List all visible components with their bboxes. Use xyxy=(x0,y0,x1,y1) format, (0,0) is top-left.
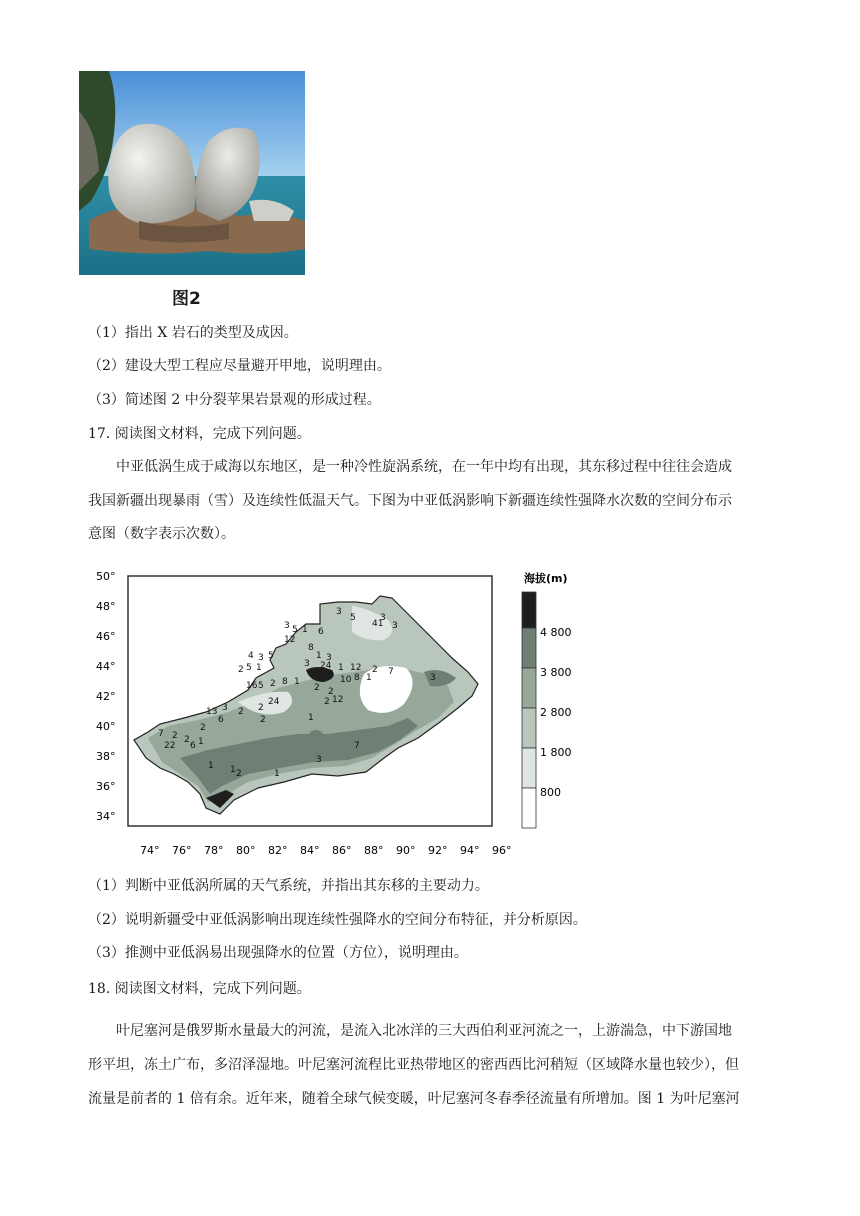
y-label: 46° xyxy=(96,630,116,643)
y-label: 44° xyxy=(96,660,116,673)
frequency-number: 2 xyxy=(372,665,378,675)
frequency-number: 3 xyxy=(430,673,436,683)
legend-level: 2 800 xyxy=(540,706,572,719)
y-label: 48° xyxy=(96,600,116,613)
legend-level: 1 800 xyxy=(540,746,572,759)
frequency-number: 12 xyxy=(350,663,362,673)
x-label: 90° xyxy=(396,844,416,857)
frequency-number: 8 xyxy=(282,677,288,687)
frequency-number: 41 xyxy=(372,619,384,629)
x-label: 76° xyxy=(172,844,192,857)
x-label: 80° xyxy=(236,844,256,857)
x-label: 96° xyxy=(492,844,512,857)
frequency-number: 2 xyxy=(172,731,178,741)
q18-paragraph-line-3: 流量是前者的 1 倍有余。近年来，随着全球气候变暖，叶尼塞河冬春季径流量有所增加。图 1 为叶尼塞河 xyxy=(88,1091,740,1107)
x-label: 82° xyxy=(268,844,288,857)
q17-paragraph-line-1: 中亚低涡生成于咸海以东地区，是一种冷性旋涡系统，在一年中均有出现，其东移过程中往往会造成 xyxy=(116,459,732,475)
frequency-number: 1 xyxy=(338,663,344,673)
frequency-number: 1 xyxy=(208,761,214,771)
frequency-number: 3 xyxy=(392,621,398,631)
frequency-number: 3 xyxy=(304,659,310,669)
frequency-number: 24 xyxy=(268,697,280,707)
frequency-number: 2 xyxy=(328,687,334,697)
y-axis-labels xyxy=(96,570,116,823)
legend-swatch xyxy=(522,708,536,748)
frequency-number: 2 xyxy=(314,683,320,693)
frequency-number: 2 xyxy=(260,715,266,725)
q17-item-2: （2）说明新疆受中亚低涡影响出现连续性强降水的空间分布特征，并分析原因。 xyxy=(88,912,587,928)
q17-item-3: （3）推测中亚低涡易出现强降水的位置（方位），说明理由。 xyxy=(88,945,468,961)
split-apple-rock-photo xyxy=(79,71,305,275)
frequency-number: 1 xyxy=(256,663,262,673)
x-label: 74° xyxy=(140,844,160,857)
frequency-number: 1 xyxy=(316,651,322,661)
elevation-legend xyxy=(522,571,572,828)
frequency-number: 2 xyxy=(184,735,190,745)
y-label: 50° xyxy=(96,570,116,583)
frequency-number: 3 xyxy=(380,613,386,623)
frequency-number: 10 xyxy=(340,675,352,685)
frequency-number: 6 xyxy=(218,715,224,725)
q16-item-2: （2）建设大型工程应尽量避开甲地，说明理由。 xyxy=(88,358,391,374)
figure-2-caption: 图2 xyxy=(172,289,201,309)
legend-swatch xyxy=(522,788,536,828)
frequency-number: 1 xyxy=(230,765,236,775)
frequency-number: 2 xyxy=(200,723,206,733)
legend-level: 3 800 xyxy=(540,666,572,679)
frequency-number: 1 xyxy=(294,677,300,687)
x-label: 94° xyxy=(460,844,480,857)
frequency-number: 13 xyxy=(206,707,218,717)
frequency-number: 2 xyxy=(236,769,242,779)
frequency-number: 1 xyxy=(308,713,314,723)
x-axis-labels xyxy=(140,844,512,857)
frequency-number: 8 xyxy=(308,643,314,653)
frequency-number: 2 xyxy=(258,703,264,713)
frequency-number: 22 xyxy=(164,741,176,751)
frequency-number: 2 xyxy=(270,679,276,689)
y-label: 34° xyxy=(96,810,116,823)
q17-item-1: （1）判断中亚低涡所属的天气系统，并指出其东移的主要动力。 xyxy=(88,878,489,894)
frequency-number: 24 xyxy=(320,661,332,671)
q18-paragraph-line-1: 叶尼塞河是俄罗斯水量最大的河流，是流入北冰洋的三大西伯利亚河流之一，上游湍急，中下游国地 xyxy=(116,1023,732,1039)
frequency-number: 5 xyxy=(246,663,252,673)
frequency-number: 12 xyxy=(332,695,344,705)
frequency-number: 2 xyxy=(238,707,244,717)
y-label: 38° xyxy=(96,750,116,763)
frequency-number: 3 xyxy=(326,653,332,663)
legend-level: 800 xyxy=(540,786,561,799)
frequency-number: 7 xyxy=(158,729,164,739)
legend-level: 4 800 xyxy=(540,626,572,639)
x-label: 88° xyxy=(364,844,384,857)
frequency-number: 2 xyxy=(238,665,244,675)
q16-item-3: （3）简述图 2 中分裂苹果岩景观的形成过程。 xyxy=(88,392,381,408)
frequency-number: 7 xyxy=(354,741,360,751)
x-label: 78° xyxy=(204,844,224,857)
x-label: 84° xyxy=(300,844,320,857)
frequency-number: 3 xyxy=(336,607,342,617)
q18-paragraph-line-2: 形平坦，冻土广布，多沼泽湿地。叶尼塞河流程比亚热带地区的密西西比河稍短（区域降水量也较少），但 xyxy=(88,1057,739,1073)
frequency-number: 1 xyxy=(274,769,280,779)
frequency-number: 2 xyxy=(324,697,330,707)
legend-swatch xyxy=(522,628,536,668)
frequency-number: 5 xyxy=(292,625,298,635)
frequency-number: 5 xyxy=(258,681,264,691)
frequency-number: 16 xyxy=(246,681,258,691)
y-label: 36° xyxy=(96,780,116,793)
frequency-number: 8 xyxy=(354,673,360,683)
legend-swatch xyxy=(522,668,536,708)
frequency-number: 6 xyxy=(190,741,196,751)
frequency-number: 12 xyxy=(284,635,296,645)
frequency-number: 4 xyxy=(248,651,254,661)
frequency-number: 1 xyxy=(302,625,308,635)
frequency-number: 7 xyxy=(388,667,394,677)
q17-paragraph-line-2: 我国新疆出现暴雨（雪）及连续性低温天气。下图为中亚低涡影响下新疆连续性强降水次数的空间分布示 xyxy=(88,493,732,509)
frequency-number: 3 xyxy=(316,755,322,765)
q18-title: 18. 阅读图文材料，完成下列问题。 xyxy=(88,981,311,997)
frequency-number: 3 xyxy=(222,703,228,713)
frequency-number: 3 xyxy=(284,621,290,631)
y-label: 40° xyxy=(96,720,116,733)
legend-swatch xyxy=(522,748,536,788)
q17-paragraph-line-3: 意图（数字表示次数）。 xyxy=(88,526,235,542)
frequency-number: 3 xyxy=(258,653,264,663)
frequency-number: 5 xyxy=(268,651,274,661)
x-label: 86° xyxy=(332,844,352,857)
xinjiang-precipitation-map xyxy=(88,562,608,860)
legend-swatch xyxy=(522,592,536,628)
legend-title: 海拔(m) xyxy=(524,572,568,585)
frequency-number: 5 xyxy=(350,613,356,623)
x-label: 92° xyxy=(428,844,448,857)
frequency-number: 1 xyxy=(366,673,372,683)
y-label: 42° xyxy=(96,690,116,703)
q17-title: 17. 阅读图文材料，完成下列问题。 xyxy=(88,426,311,442)
q16-item-1: （1）指出 X 岩石的类型及成因。 xyxy=(88,325,298,341)
frequency-number: 1 xyxy=(198,737,204,747)
frequency-number: 6 xyxy=(318,627,324,637)
